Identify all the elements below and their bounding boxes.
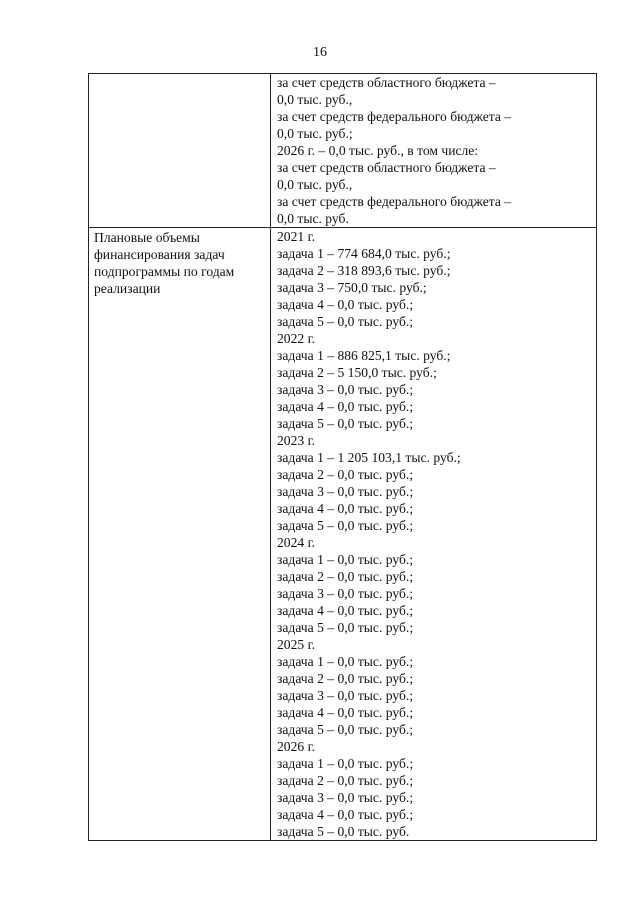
table-row-planned-financing: [89, 228, 597, 841]
text-line: задача 2 – 0,0 тыс. руб.;: [277, 467, 414, 482]
text-line: 2026 г.: [277, 739, 316, 754]
text-line: 0,0 тыс. руб.;: [277, 126, 353, 141]
text-line: задача 4 – 0,0 тыс. руб.;: [277, 399, 414, 414]
text-line: задача 1 – 886 825,1 тыс. руб.;: [277, 348, 451, 363]
text-line: задача 3 – 0,0 тыс. руб.;: [277, 688, 414, 703]
row-value-cell: [271, 228, 597, 841]
text-line: задача 1 – 0,0 тыс. руб.;: [277, 654, 414, 669]
text-line: задача 3 – 0,0 тыс. руб.;: [277, 382, 414, 397]
text-line: 2026 г. – 0,0 тыс. руб., в том числе:: [277, 143, 479, 158]
table-row-continuation: [89, 74, 597, 228]
text-line: задача 5 – 0,0 тыс. руб.;: [277, 518, 414, 533]
text-line: задача 3 – 0,0 тыс. руб.;: [277, 790, 414, 805]
text-line: задача 5 – 0,0 тыс. руб.;: [277, 314, 414, 329]
text-line: задача 3 – 0,0 тыс. руб.;: [277, 484, 414, 499]
text-line: задача 2 – 318 893,6 тыс. руб.;: [277, 263, 451, 278]
text-line: Плановые объемы: [94, 230, 200, 245]
text-line: реализации: [94, 281, 161, 296]
text-line: задача 5 – 0,0 тыс. руб.;: [277, 722, 414, 737]
row-label-cell: [89, 74, 271, 228]
text-line: задача 2 – 0,0 тыс. руб.;: [277, 671, 414, 686]
text-line: задача 1 – 0,0 тыс. руб.;: [277, 552, 414, 567]
text-line: за счет средств федерального бюджета –: [277, 109, 512, 124]
text-line: 2022 г.: [277, 331, 316, 346]
text-line: 2023 г.: [277, 433, 316, 448]
text-line: задача 4 – 0,0 тыс. руб.;: [277, 501, 414, 516]
text-line: задача 5 – 0,0 тыс. руб.;: [277, 620, 414, 635]
text-line: за счет средств областного бюджета –: [277, 160, 496, 175]
text-line: финансирования задач: [94, 247, 225, 262]
text-line: за счет средств федерального бюджета –: [277, 194, 512, 209]
text-line: задача 2 – 5 150,0 тыс. руб.;: [277, 365, 437, 380]
text-line: подпрограммы по годам: [94, 264, 235, 279]
text-line: 2024 г.: [277, 535, 316, 550]
text-line: 0,0 тыс. руб.,: [277, 92, 353, 107]
text-line: задача 4 – 0,0 тыс. руб.;: [277, 603, 414, 618]
text-line: 2021 г.: [277, 229, 316, 244]
text-line: задача 3 – 0,0 тыс. руб.;: [277, 586, 414, 601]
text-line: задача 5 – 0,0 тыс. руб.;: [277, 416, 414, 431]
text-line: задача 3 – 750,0 тыс. руб.;: [277, 280, 427, 295]
text-line: задача 2 – 0,0 тыс. руб.;: [277, 773, 414, 788]
text-line: 0,0 тыс. руб.: [277, 211, 349, 226]
text-line: 2025 г.: [277, 637, 316, 652]
text-line: задача 1 – 1 205 103,1 тыс. руб.;: [277, 450, 461, 465]
text-line: задача 5 – 0,0 тыс. руб.: [277, 824, 410, 839]
row-value-cell: [271, 74, 597, 228]
text-line: за счет средств областного бюджета –: [277, 75, 496, 90]
text-line: задача 4 – 0,0 тыс. руб.;: [277, 705, 414, 720]
text-line: задача 2 – 0,0 тыс. руб.;: [277, 569, 414, 584]
financing-table: [88, 73, 597, 841]
text-line: задача 1 – 0,0 тыс. руб.;: [277, 756, 414, 771]
text-line: задача 4 – 0,0 тыс. руб.;: [277, 297, 414, 312]
text-line: задача 4 – 0,0 тыс. руб.;: [277, 807, 414, 822]
text-line: задача 1 – 774 684,0 тыс. руб.;: [277, 246, 451, 261]
page-number: 16: [313, 45, 327, 60]
row-label-cell: [89, 228, 271, 841]
text-line: 0,0 тыс. руб.,: [277, 177, 353, 192]
